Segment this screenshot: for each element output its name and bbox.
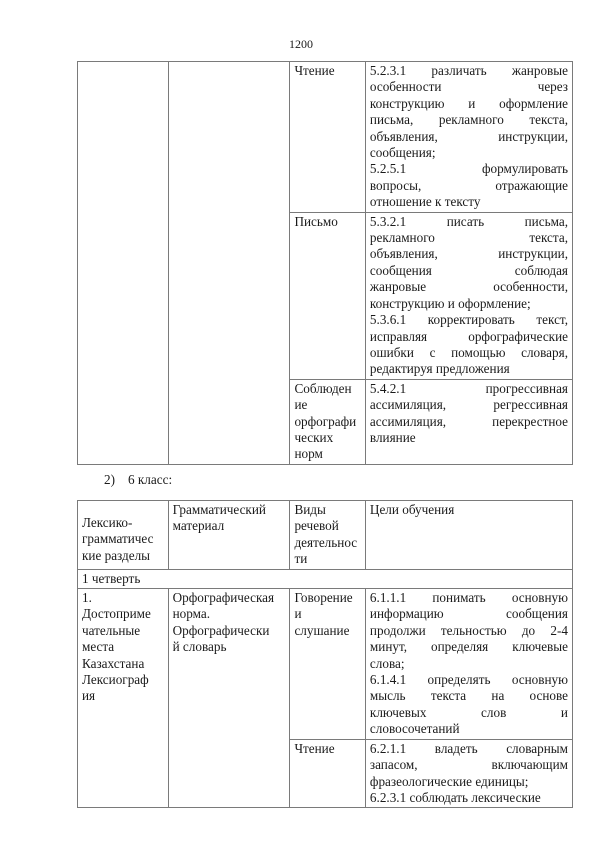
- activity-cell: [290, 589, 365, 740]
- goal-line: 6.2.3.1 соблюдать лексические: [369, 789, 541, 805]
- table-header-row: [78, 501, 573, 570]
- goal-line: 5.3.2.1 писать письма,: [369, 213, 568, 229]
- cell-line: места: [82, 639, 115, 655]
- goal-line: сообщения;: [369, 145, 436, 161]
- quarter-label: 1 четверть: [78, 569, 573, 588]
- goal-line: ошибки с помощью словаря,: [369, 344, 568, 360]
- goal-line: конструкцию и оформление: [369, 95, 568, 111]
- cell-line: й словарь: [172, 639, 227, 655]
- cell-line: Орфографическая: [172, 590, 275, 606]
- cell-line: ия: [82, 688, 96, 704]
- goal-line: минут, определяя ключевые: [369, 639, 568, 655]
- header-speech-activity: [290, 501, 365, 570]
- table-row: [78, 589, 573, 740]
- goal-line: сообщения соблюдая: [369, 262, 568, 278]
- activity-cell: [290, 62, 365, 213]
- goal-line: объявления, инструкции,: [369, 246, 568, 262]
- goal-line: влияние: [369, 429, 416, 445]
- goal-line: ключевых слов и: [369, 704, 568, 720]
- goal-line: словосочетаний: [369, 721, 460, 737]
- goal-line: письма, рекламного текста,: [369, 112, 568, 128]
- header-label: Цели обучения: [369, 502, 455, 517]
- cell-line: орфографи: [294, 413, 357, 429]
- goal-line: 5.3.6.1 корректировать текст,: [369, 312, 568, 328]
- goal-line: 6.2.1.1 владеть словарным: [369, 740, 568, 756]
- cell-line: ческих: [294, 429, 334, 445]
- goals-cell: [365, 589, 572, 740]
- cell-line: Чтение: [294, 740, 335, 756]
- goal-line: исправляя орфографические: [369, 328, 568, 344]
- goal-line: запасом, включающим: [369, 757, 568, 773]
- section-cell-empty: [78, 62, 169, 465]
- goal-line: конструкцию и оформление;: [369, 295, 531, 311]
- cell-line: Виды: [294, 502, 326, 517]
- cell-line: ти: [294, 551, 308, 567]
- cell-line: норм: [294, 446, 323, 462]
- goal-line: 5.2.3.1 различать жанровые: [369, 63, 568, 78]
- header-learning-goals: [365, 501, 572, 570]
- goal-line: редактируя предложения: [369, 361, 510, 377]
- curriculum-table-grade5: [77, 61, 573, 465]
- header-grammar-material: [168, 501, 290, 570]
- cell-line: Орфографически: [172, 622, 270, 638]
- quarter-row: [78, 569, 573, 588]
- cell-line: 1.: [82, 590, 92, 606]
- cell-line: деятельнос: [294, 534, 358, 550]
- cell-line: Грамматический: [172, 502, 266, 517]
- cell-line: чательные: [82, 622, 141, 638]
- goal-line: жанровые особенности,: [369, 279, 568, 295]
- curriculum-table-grade6: [77, 500, 573, 808]
- section-cell: [78, 589, 169, 808]
- goal-line: ассимиляция, перекрестное: [369, 413, 568, 429]
- goal-line: 6.1.4.1 определять основную: [369, 672, 568, 688]
- cell-line: слушание: [294, 622, 350, 638]
- cell-line: Достоприме: [82, 606, 151, 622]
- table-row: [78, 62, 573, 213]
- goal-line: рекламного текста,: [369, 230, 568, 246]
- goal-line: вопросы, отражающие: [369, 177, 568, 193]
- section-title: 6 класс:: [128, 472, 173, 487]
- goal-line: слова;: [369, 655, 405, 671]
- goal-line: 5.4.2.1 прогрессивная: [369, 380, 568, 396]
- section-number: 2): [104, 472, 115, 487]
- goal-line: мысль текста на основе: [369, 688, 568, 704]
- goal-line: отношение к тексту: [369, 194, 481, 210]
- activity-label: Чтение: [294, 63, 335, 78]
- activity-cell: [290, 379, 365, 464]
- page-number: 1200: [289, 37, 313, 51]
- goal-line: фразеологические единицы;: [369, 773, 529, 789]
- goal-line: продолжи тельностью до 2-4: [369, 622, 568, 638]
- grammar-cell-empty: [168, 62, 290, 465]
- header-lexical-sections: [78, 501, 169, 570]
- goals-cell: [365, 379, 572, 464]
- grammar-cell: [168, 589, 290, 808]
- cell-line: речевой: [294, 518, 339, 534]
- goal-line: информацию сообщения: [369, 606, 568, 622]
- cell-line: ие: [294, 397, 308, 413]
- goal-line: особенности через: [369, 79, 568, 95]
- cell-line: Лексико-: [82, 515, 133, 530]
- goals-cell: [365, 62, 572, 213]
- cell-line: норма.: [172, 606, 211, 622]
- cell-line: Соблюден: [294, 380, 352, 396]
- section-heading: [104, 472, 172, 488]
- cell-line: грамматичес: [82, 531, 154, 547]
- cell-line: Говорение: [294, 590, 353, 606]
- cell-line: Лексиограф: [82, 672, 149, 688]
- activity-label: Письмо: [294, 213, 338, 229]
- cell-line: материал: [172, 518, 225, 534]
- cell-line: Казахстана: [82, 655, 145, 671]
- cell-line: и: [294, 606, 302, 622]
- goals-cell: [365, 212, 572, 379]
- activity-cell: [290, 212, 365, 379]
- goal-line: 6.1.1.1 понимать основную: [369, 590, 568, 606]
- cell-line: кие разделы: [82, 547, 151, 563]
- goal-line: объявления, инструкции,: [369, 128, 568, 144]
- goal-line: 5.2.5.1 формулировать: [369, 161, 568, 177]
- goal-line: ассимиляция, регрессивная: [369, 397, 568, 413]
- goals-cell: [365, 739, 572, 808]
- activity-cell: [290, 739, 365, 808]
